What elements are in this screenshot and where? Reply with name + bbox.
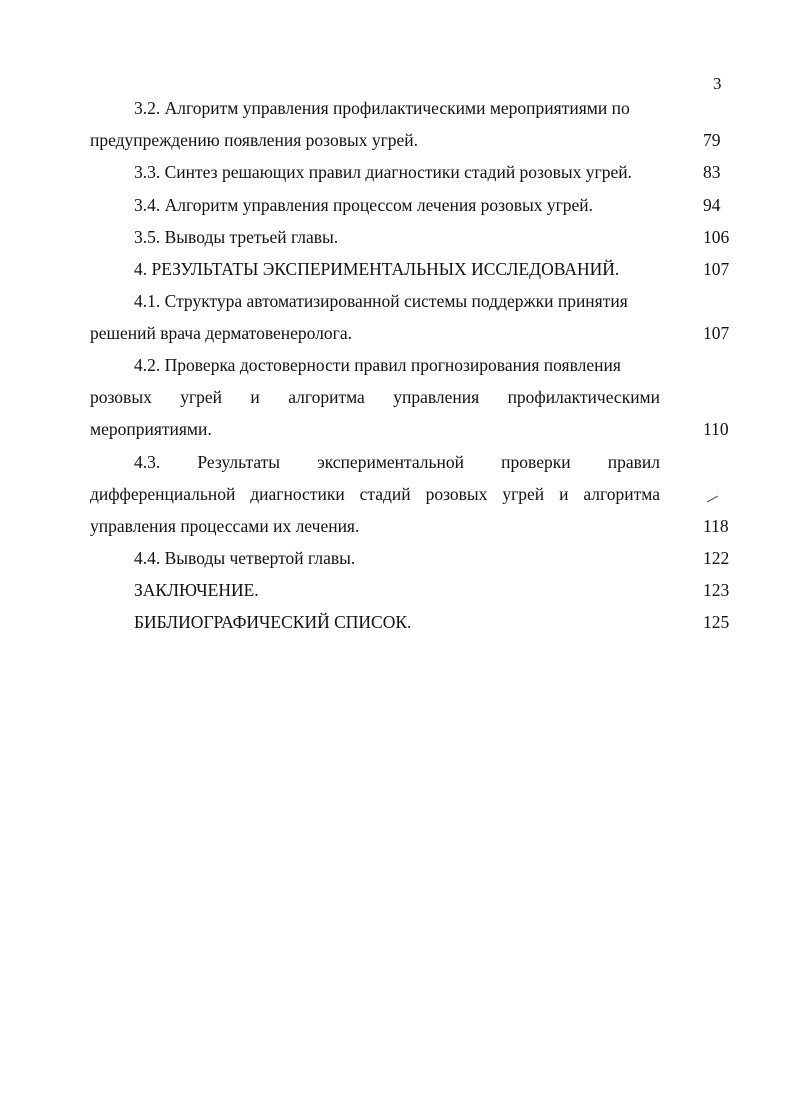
toc-page-number: 107 bbox=[703, 323, 730, 343]
toc-page-number: 83 bbox=[703, 162, 721, 182]
toc-line: 3.2. Алгоритм управления профилактическими мероприятиями по bbox=[134, 98, 630, 118]
toc-line: БИБЛИОГРАФИЧЕСКИЙ СПИСОК. bbox=[134, 612, 412, 632]
toc-line: 4.4. Выводы четвертой главы. bbox=[134, 548, 356, 568]
toc-line: управления процессами их лечения. bbox=[90, 516, 360, 536]
toc-line: предупреждению появления розовых угрей. bbox=[90, 130, 419, 150]
toc-line: 4.1. Структура автоматизированной системы поддержки принятия bbox=[134, 291, 628, 311]
toc-line: мероприятиями. bbox=[90, 419, 212, 439]
page-number: 3 bbox=[713, 74, 722, 93]
toc-page-number: 123 bbox=[703, 580, 730, 600]
toc-page-number: 107 bbox=[703, 259, 730, 279]
toc-line: решений врача дерматовенеролога. bbox=[90, 323, 352, 343]
toc-page-number: 118 bbox=[703, 516, 729, 536]
toc-page-number: 94 bbox=[703, 195, 721, 215]
toc-page-number: 79 bbox=[703, 130, 721, 150]
toc-page-number: 122 bbox=[703, 548, 730, 568]
toc-line: дифференциальной диагностики стадий розовых угрей и алгоритма bbox=[90, 484, 660, 504]
pen-mark-icon bbox=[706, 495, 720, 503]
toc-line: 4. РЕЗУЛЬТАТЫ ЭКСПЕРИМЕНТАЛЬНЫХ ИССЛЕДОВАНИЙ. bbox=[134, 259, 620, 279]
toc-line: ЗАКЛЮЧЕНИЕ. bbox=[134, 580, 259, 600]
toc-page-number: 110 bbox=[703, 419, 729, 439]
toc-line: розовых угрей и алгоритма управления профилактическими bbox=[90, 387, 660, 407]
toc-line: 3.4. Алгоритм управления процессом лечения розовых угрей. bbox=[134, 195, 594, 215]
toc-line: 3.3. Синтез решающих правил диагностики стадий розовых угрей. bbox=[134, 162, 632, 182]
toc-page-number: 106 bbox=[703, 227, 730, 247]
toc-line: 3.5. Выводы третьей главы. bbox=[134, 227, 339, 247]
toc-line: 4.2. Проверка достоверности правил прогнозирования появления bbox=[134, 355, 621, 375]
toc-line: 4.3. Результаты экспериментальной проверки правил bbox=[134, 452, 660, 472]
toc-page-number: 125 bbox=[703, 612, 730, 632]
